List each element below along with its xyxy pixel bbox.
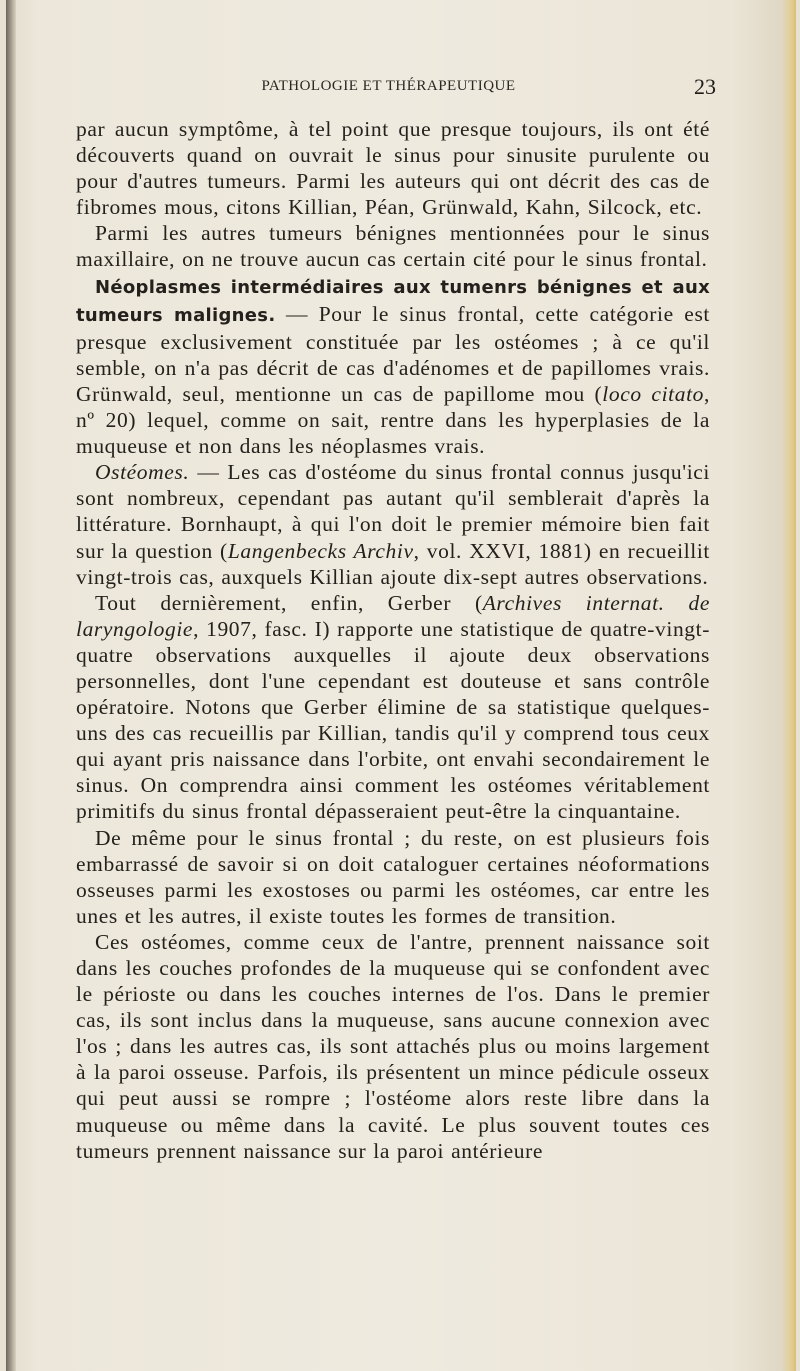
paragraph-text: — Pour le sinus frontal, cette catégorie est presque exclusivement constituée par les ostéomes ; à ce qu'il semble, on n'a pas décrit de cas d'adénomes et de papillomes vrais. Grünwald, seul, mentionne un cas de papillome mou ( [76,301,710,406]
citation-italic: Archives internat. de laryngologie [76,590,710,641]
paragraph-5 [76,590,710,825]
paragraph-3 [76,273,710,460]
paragraph-4 [76,459,710,589]
page-number: 23 [694,74,716,99]
paragraph-2 [76,220,710,272]
subsection-heading: Ostéomes. [95,460,190,485]
paragraph-7 [76,929,710,1164]
paragraph-text: Parmi les autres tumeurs bénignes mentionnées pour le sinus maxillaire, on ne trouve aucun cas certain cité pour le sinus frontal. [76,221,710,272]
paragraph-6 [76,825,710,929]
paragraph-text: Ces ostéomes, comme ceux de l'antre, prennent naissance soit dans les couches profondes de la muqueuse qui se confondent avec le périoste ou dans les couches internes de l'os. Dans le premier cas, ils sont inclus dans la muqueuse, sans aucune connexion avec l'os ; dans les autres cas, ils sont attachés plus ou moins largement à la paroi osseuse. Parfois, ils présentent un mince pédicule osseux qui peut aussi se rompre ; l'ostéome alors reste libre dans la muqueuse ou même dans la cavité. Le plus souvent toutes ces tumeurs prennent naissance sur la paroi antérieure [76,929,710,1163]
paragraph-text: , vol. XXVI, 1881) en recueillit vingt-trois cas, auxquels Killian ajoute dix-sept autres observations. [76,538,710,589]
page-binding-edge [6,0,16,1371]
citation-italic: Langenbecks Archiv [227,538,414,563]
paragraph-1 [76,116,710,220]
paragraph-text: , 1907, fasc. I) rapporte une statistique de quatre-vingt-quatre observations auxquelles il ajoute deux observations personnelles, dont l'une cependant est douteuse et sans contrôle opératoire. Notons que Gerber élimine de sa statistique quelques-uns des cas recueillis par Killian, tandis qu'il y comprend tous ceux qui ayant pris naissance dans l'orbite, ont envahi secondairement le sinus. On comprendra ainsi comment les ostéomes véritablement primitifs du sinus frontal dépasseraient peut-être la cinquantaine. [76,616,710,824]
page-right-edge [782,0,796,1371]
book-page [6,0,796,1371]
running-header [76,74,716,104]
running-title: PATHOLOGIE ET THÉRAPEUTIQUE [261,78,516,94]
paragraph-text: De même pour le sinus frontal ; du reste, on est plusieurs fois embarrassé de savoir si on doit cataloguer certaines néoformations osseuses parmi les exostoses ou parmi les ostéomes, car entre les unes et les autres, il existe toutes les formes de transition. [76,825,710,928]
body-text [76,116,710,1164]
paragraph-text: , nº 20) lequel, comme on sait, rentre dans les hyperplasies de la muqueuse et non dans les néoplasmes vrais. [76,381,710,459]
citation-italic: loco citato [602,381,704,406]
paragraph-text: Tout dernièrement, enfin, Gerber ( [95,590,483,615]
paragraph-text: — Les cas d'ostéome du sinus frontal connus jusqu'ici sont nombreux, cependant pas autant qu'il semblerait d'après la littérature. Bornhaupt, à qui l'on doit le premier mémoire bien fait sur la question ( [76,460,710,563]
section-heading: Néoplasmes intermédiaires aux tumenrs bénignes et aux tumeurs malignes. [76,276,710,326]
paragraph-text: par aucun symptôme, à tel point que presque toujours, ils ont été découverts quand on ouvrait le sinus pour sinusite purulente ou pour d'autres tumeurs. Parmi les auteurs qui ont décrit des cas de fibromes mous, citons Killian, Péan, Grünwald, Kahn, Silcock, etc. [76,117,710,220]
